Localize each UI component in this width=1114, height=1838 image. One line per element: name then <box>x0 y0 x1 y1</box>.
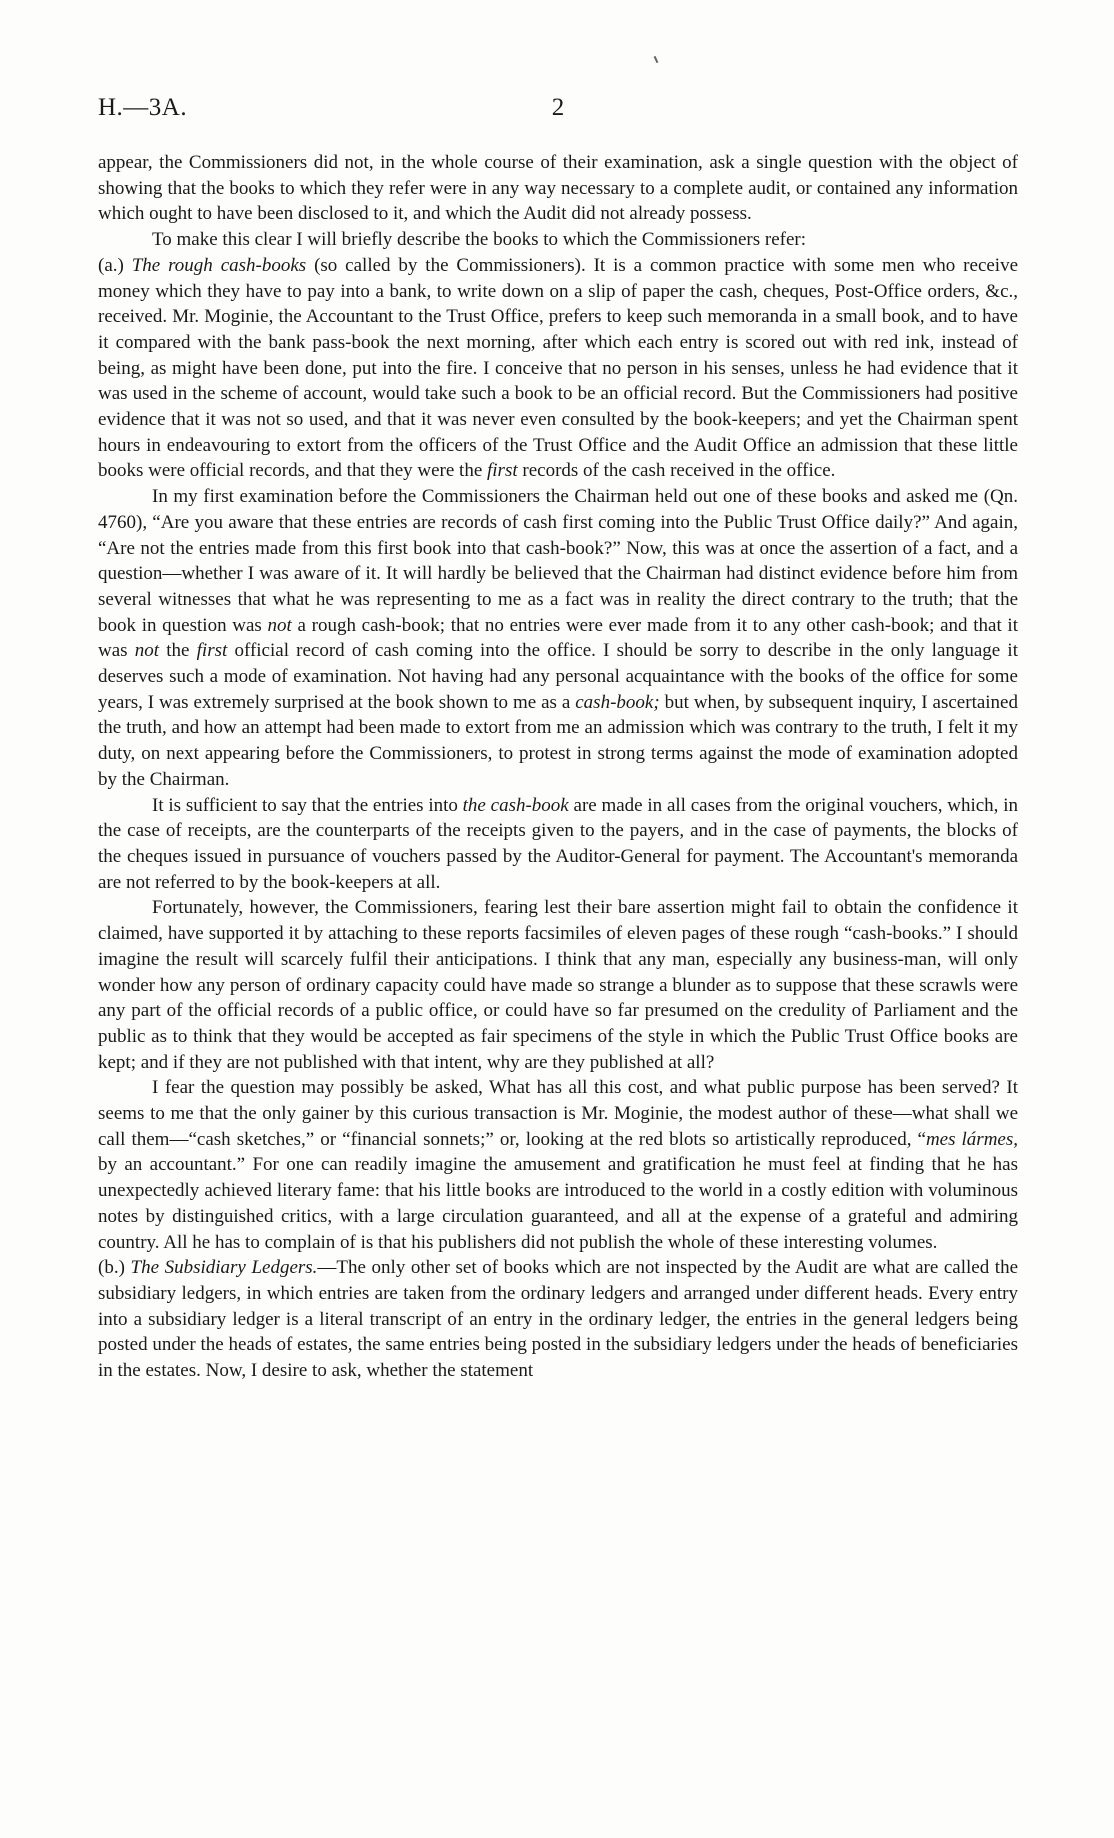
italic-text-run: The Subsidiary Ledgers. <box>130 1257 318 1279</box>
text-run: To make this clear I will briefly describe the books to which the Commissioners refer: <box>152 229 806 251</box>
italic-text-run: The rough cash-books <box>131 254 307 276</box>
italic-text-run: not <box>134 640 160 662</box>
page-number: 2 <box>551 94 565 121</box>
paragraph-continuation <box>98 150 1018 227</box>
paragraph-rough-cash-books <box>98 253 1018 484</box>
paragraph-facsimiles <box>98 895 1018 1075</box>
stray-ink-mark <box>654 56 659 63</box>
paragraph-first-examination <box>98 484 1018 792</box>
page-header <box>98 94 1018 128</box>
paragraph-subsidiary-ledgers <box>98 1255 1018 1384</box>
italic-text-run: the cash-book <box>462 794 569 816</box>
text-run: I fear the question may possibly be asked, What has all this cost, and what public purpose has been served? It seems to me that the only gainer by this curious transaction is Mr. Moginie, the modest author of these—what shall we call them—“cash sketches,” or “financial sonnets;” or, looking at the red blots so artistically reproduced, “ <box>98 1077 1018 1150</box>
paragraph-intro-books <box>98 227 1018 253</box>
text-run: are made in all cases from the original vouchers, which, in the case of receipts, are the counterparts of the receipts given to the payers, and in the case of payments, the blocks of the cheques issued in pursuance of vouchers passed by the Auditor-General for payment. The Accountant's memoranda are not referred to by the book-keepers at all. <box>98 794 1018 893</box>
body-text <box>98 150 1018 1384</box>
text-run: (b.) <box>98 1257 131 1279</box>
paragraph-cash-book-entries <box>98 793 1018 896</box>
text-run: official record of cash coming into the office. I should be sorry to describe in the only language it deserves such a mode of examination. Not having had any personal acquaintance with the books of the office for some years, I was extremely surprised at the book shown to me as a <box>98 640 1018 713</box>
italic-text-run: first <box>196 640 228 662</box>
text-run: —The only other set of books which are not inspected by the Audit are what are called the subsidiary ledgers, in which entries are taken from the ordinary ledgers and arranged under different heads. Every entry into a subsidiary ledger is a literal transcript of an entry in the ordinary ledger, the entries in the general ledgers being posted under the heads of estates, the same entries being posted in the subsidiary ledgers under the heads of beneficiaries in the estates. Now, I desire to ask, whether the statement <box>98 1257 1019 1382</box>
paragraph-public-purpose <box>98 1075 1018 1255</box>
italic-text-run: first <box>487 460 518 482</box>
italic-text-run: mes lármes, <box>925 1128 1018 1150</box>
text-run: (so called by the Commissioners). It is a common practice with some men who receive money which they have to pay into a bank, to write down on a slip of paper the cash, cheques, Post-Office orders, &c., received. Mr. Moginie, the Accountant to the Trust Office, prefers to keep such memoranda in a small book, and to have it compared with the bank pass-book the next morning, after which each entry is scored out with red ink, instead of being, as might have been done, put into the fire. I conceive that no person in his senses, unless he had evidence that it was used in the scheme of account, would take such a book to be an official record. But the Commissioners had positive evidence that it was not so used, and that it was never even consulted by the book-keepers; and yet the Chairman spent hours in endeavouring to extort from the officers of the Trust Office and the Audit Office an admission that these little books were official records, and that they were the <box>98 254 1019 482</box>
text-run: It is sufficient to say that the entries into <box>152 794 463 816</box>
text-run: (a.) <box>98 254 132 276</box>
text-run: but when, by subsequent inquiry, I ascertained the truth, and how an attempt had been made to extort from me an admission which was contrary to the truth, I felt it my duty, on next appearing before the Commissioners, to protest in strong terms against the mode of examination adopted by the Chairman. <box>98 691 1018 790</box>
italic-text-run: not <box>267 614 292 636</box>
italic-text-run: cash-book; <box>575 691 660 713</box>
text-run: the <box>159 640 197 662</box>
text-run: In my first examination before the Commissioners the Chairman held out one of these books and asked me (Qn. 4760), “Are you aware that these entries are records of cash first coming into the Public Trust Office daily?” And again, “Are not the entries made from this first book into that cash-book?” Now, this was at once the assertion of a fact, and a question—whether I was aware of it. It will hardly be believed that the Chairman had distinct evidence before him from several witnesses that what he was representing to me as a fact was in reality the direct contrary to the truth; that the book in question was <box>98 486 1018 636</box>
document-reference: H.—3A. <box>98 94 188 121</box>
text-run: by an accountant.” For one can readily imagine the amusement and gratification he must feel at finding that he has unexpectedly achieved literary fame: that his little books are introduced to the world in a costly edition with voluminous notes by distinguished critics, with a large circulation guaranteed, and all at the expense of a grateful and admiring country. All he has to complain of is that his publishers did not publish the whole of these interesting volumes. <box>98 1154 1018 1253</box>
text-run: appear, the Commissioners did not, in the whole course of their examination, ask a single question with the object of showing that the books to which they refer were in any way necessary to a complete audit, or contained any information which ought to have been disclosed to it, and which the Audit did not already possess. <box>98 152 1018 225</box>
text-run: Fortunately, however, the Commissioners, fearing lest their bare assertion might fail to obtain the confidence it claimed, have supported it by attaching to these reports facsimiles of eleven pages of these rough “cash-books.” I should imagine the result will scarcely fulfil their anticipations. I think that any man, especially any business-man, will only wonder how any person of ordinary capacity could have made so strange a blunder as to suppose that these scrawls were any part of the official records of a public office, or could have so far presumed on the credulity of Parliament and the public as to think that they would be accepted as fair specimens of the style in which the Public Trust Office books are kept; and if they are not published with that intent, why are they published at all? <box>98 897 1018 1073</box>
text-run: records of the cash received in the office. <box>517 460 836 482</box>
text-run: a rough cash-book; that no entries were ever made from it to any other cash-book; and that it was <box>98 614 1018 662</box>
